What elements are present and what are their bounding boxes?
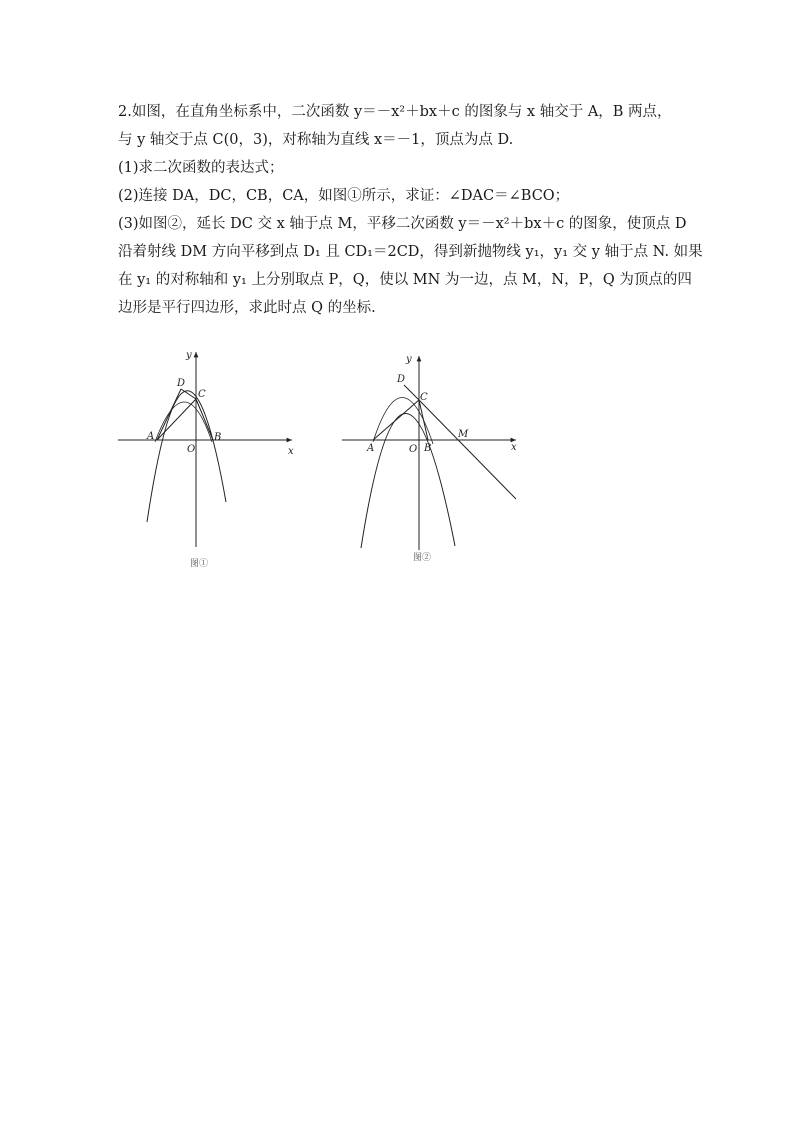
fig2-label-y: y: [406, 354, 412, 365]
fig2-label-D: D: [397, 374, 406, 385]
fig2-segment-CA: [373, 400, 419, 440]
fig1-segment-DA: [157, 389, 181, 440]
fig1-label-O: O: [187, 444, 196, 455]
fig1-label-C: C: [198, 389, 206, 400]
figures-area: [110, 342, 540, 572]
fig1-segment-CB: [196, 399, 213, 440]
problem-line-1: 2.如图，在直角坐标系中，二次函数 y＝－x²＋bx＋c 的图象与 x 轴交于 A，B 两点，: [118, 104, 672, 120]
fig2-segment-DC: [404, 385, 419, 400]
fig2-label-B: B: [424, 443, 432, 454]
problem-part-3-line-3: 在 y₁ 的对称轴和 y₁ 上分别取点 P，Q，使以 MN 为一边，点 M，N，P，Q 为顶点的四: [118, 272, 692, 288]
fig2-label-A: A: [367, 443, 375, 454]
fig1-label-A: A: [147, 431, 155, 442]
figure-2-labels: [366, 354, 517, 563]
fig1-label-D: D: [177, 378, 186, 389]
problem-text: [118, 98, 703, 322]
figure-1: [118, 352, 292, 547]
fig2-segment-CB: [419, 400, 428, 440]
problem-part-3-line-4: 边形是平行四边形，求此时点 Q 的坐标.: [118, 300, 376, 316]
fig2-label-M: M: [458, 429, 469, 440]
fig2-label-x: x: [511, 442, 517, 453]
fig1-label-B: B: [214, 432, 222, 443]
problem-part-3-line-1: (3)如图②，延长 DC 交 x 轴于点 M，平移二次函数 y＝－x²＋bx＋c 的图象，使顶点 D: [118, 216, 687, 232]
fig2-caption: 图②: [413, 553, 432, 563]
problem-part-3-line-2: 沿着射线 DM 方向平移到点 D₁ 且 CD₁＝2CD，得到新抛物线 y₁，y₁ 交 y 轴于点 N. 如果: [118, 244, 703, 260]
fig1-caption: 图①: [190, 559, 209, 569]
fig1-label-y: y: [186, 350, 192, 361]
problem-part-1: (1)求二次函数的表达式；: [118, 160, 284, 176]
fig2-label-O: O: [409, 444, 418, 455]
fig2-ray-CM: [419, 400, 516, 499]
fig2-parabola: [361, 413, 455, 548]
figures-svg: [110, 342, 540, 572]
problem-line-2: 与 y 轴交于点 C(0，3)，对称轴为直线 x＝－1，顶点为点 D.: [118, 132, 514, 148]
figure-1-labels: [146, 350, 294, 569]
fig1-parabola: [147, 391, 226, 522]
problem-part-2: (2)连接 DA，DC，CB，CA，如图①所示，求证：∠DAC＝∠BCO；: [118, 188, 570, 204]
fig1-label-x: x: [288, 446, 294, 457]
fig2-label-C: C: [420, 392, 428, 403]
